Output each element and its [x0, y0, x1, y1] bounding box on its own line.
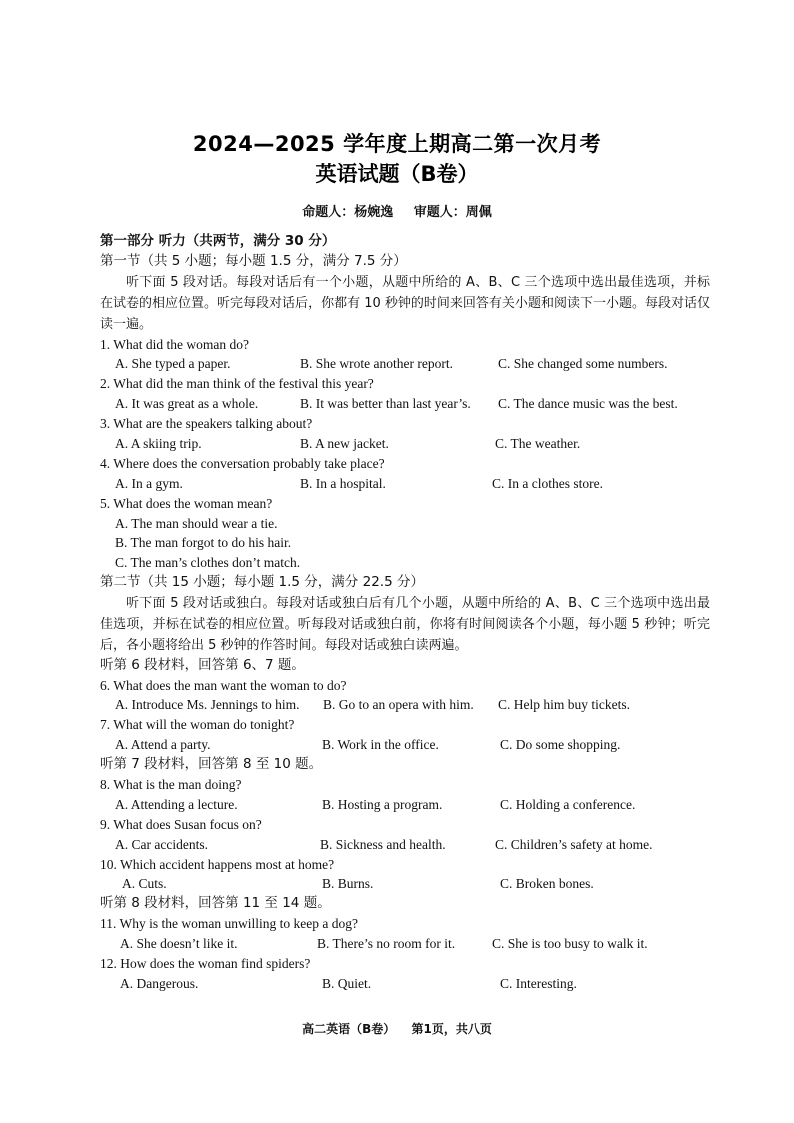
option-a: A. In a gym.	[115, 475, 183, 491]
question-text: 5. What does the woman mean?	[100, 495, 273, 511]
page-footer	[0, 1020, 794, 1037]
question-text: 1. What did the woman do?	[100, 336, 249, 352]
option-c: C. Help him buy tickets.	[498, 697, 630, 713]
option-c: C. Do some shopping.	[500, 737, 621, 753]
question-options	[100, 354, 710, 374]
question-text: 3. What are the speakers talking about?	[100, 416, 313, 432]
option-a: A. A skiing trip.	[115, 435, 202, 451]
option-c: C. Holding a conference.	[500, 796, 636, 812]
option-a: A. She typed a paper.	[115, 356, 231, 372]
question-options	[100, 934, 710, 954]
option-a: A. Attend a party.	[115, 737, 211, 753]
option-b: B. A new jacket.	[300, 435, 389, 451]
section1-instructions: 听下面 5 段对话。每段对话后有一个小题，从题中所给的 A、B、C 三个选项中选出最佳选项，并标在试卷的相应位置。听完每段对话后，你都有 10 秒钟的时间来回答有关小题和阅读下一小题。每段对话仅读一遍。	[100, 274, 710, 332]
option-a: A. The man should wear a tie.	[115, 515, 278, 531]
question-options	[100, 795, 710, 815]
option-b: B. Hosting a program.	[322, 796, 443, 812]
question-options	[100, 434, 710, 454]
question-options	[100, 835, 710, 855]
question-options	[100, 695, 710, 715]
option-b: B. Burns.	[322, 876, 374, 892]
option-c: C. The dance music was the best.	[498, 396, 678, 412]
question-options	[100, 874, 710, 894]
option-c: C. She is too busy to walk it.	[492, 935, 648, 951]
option-b: B. She wrote another report.	[300, 356, 453, 372]
exam-title: 2024—2025 学年度上期高二第一次月考	[192, 132, 602, 156]
option-c: C. The man’s clothes don’t match.	[115, 555, 301, 571]
option-b: B. It was better than last year’s.	[300, 396, 471, 412]
option-c: C. She changed some numbers.	[498, 356, 668, 372]
question-text: 2. What did the man think of the festival this year?	[100, 376, 374, 392]
option-a: A. Cuts.	[122, 876, 167, 892]
option-c: C. The weather.	[495, 435, 581, 451]
question-options	[100, 974, 710, 994]
option-a: A. Attending a lecture.	[115, 796, 238, 812]
part1-heading: 第一部分 听力（共两节，满分 30 分）	[100, 233, 336, 249]
footer-page-number: 第1页，共八页	[411, 1022, 492, 1036]
section2-heading: 第二节（共 15 小题；每小题 1.5 分，满分 22.5 分）	[100, 573, 424, 590]
option-b: B. Sickness and health.	[320, 836, 446, 852]
setter-name: 命题人：杨婉逸	[302, 205, 394, 220]
question-options	[100, 474, 710, 494]
footer-subject: 高二英语（B卷）	[302, 1022, 396, 1036]
option-a: A. She doesn’t like it.	[120, 935, 238, 951]
option-b: B. Work in the office.	[322, 737, 439, 753]
material-7-heading: 听第 7 段材料，回答第 8 至 10 题。	[100, 756, 323, 773]
section1-heading: 第一节（共 5 小题；每小题 1.5 分，满分 7.5 分）	[100, 252, 407, 269]
material-6-heading: 听第 6 段材料，回答第 6、7 题。	[100, 656, 305, 673]
option-b: B. The man forgot to do his hair.	[115, 535, 292, 551]
option-a: A. It was great as a whole.	[115, 396, 259, 412]
option-c: C. Interesting.	[500, 975, 577, 991]
exam-content	[100, 232, 710, 994]
option-c: C. Children’s safety at home.	[495, 836, 653, 852]
option-a: A. Introduce Ms. Jennings to him.	[115, 697, 300, 713]
option-b: B. Go to an opera with him.	[323, 697, 474, 713]
question-options	[100, 394, 710, 414]
question-text: 10. Which accident happens most at home?	[100, 856, 335, 872]
exam-subtitle: 英语试题（B卷）	[315, 162, 479, 186]
authors-line	[0, 201, 794, 220]
material-8-heading: 听第 8 段材料，回答第 11 至 14 题。	[100, 895, 331, 912]
option-b: B. In a hospital.	[300, 475, 386, 491]
question-text: 11. Why is the woman unwilling to keep a dog?	[100, 916, 358, 932]
reviewer-name: 审题人：周佩	[413, 205, 492, 220]
question-text: 8. What is the man doing?	[100, 776, 242, 792]
option-c: C. In a clothes store.	[492, 475, 603, 491]
option-c: C. Broken bones.	[500, 876, 594, 892]
question-text: 7. What will the woman do tonight?	[100, 717, 295, 733]
question-text: 4. Where does the conversation probably take place?	[100, 455, 385, 471]
option-b: B. There’s no room for it.	[317, 935, 456, 951]
option-a: A. Dangerous.	[120, 975, 199, 991]
question-text: 9. What does Susan focus on?	[100, 816, 262, 832]
question-text: 12. How does the woman find spiders?	[100, 955, 311, 971]
question-text: 6. What does the man want the woman to do?	[100, 677, 347, 693]
option-a: A. Car accidents.	[115, 836, 208, 852]
question-options	[100, 735, 710, 755]
option-b: B. Quiet.	[322, 975, 372, 991]
section2-instructions: 听下面 5 段对话或独白。每段对话或独白后有几个小题，从题中所给的 A、B、C 三个选项中选出最佳选项，并标在试卷的相应位置。听每段对话或独白前，你将有时间阅读各个小题，每小题 5 秒钟；听完后，各小题将给出 5 秒钟的作答时间。每段对话或独白读两遍。	[100, 595, 710, 653]
